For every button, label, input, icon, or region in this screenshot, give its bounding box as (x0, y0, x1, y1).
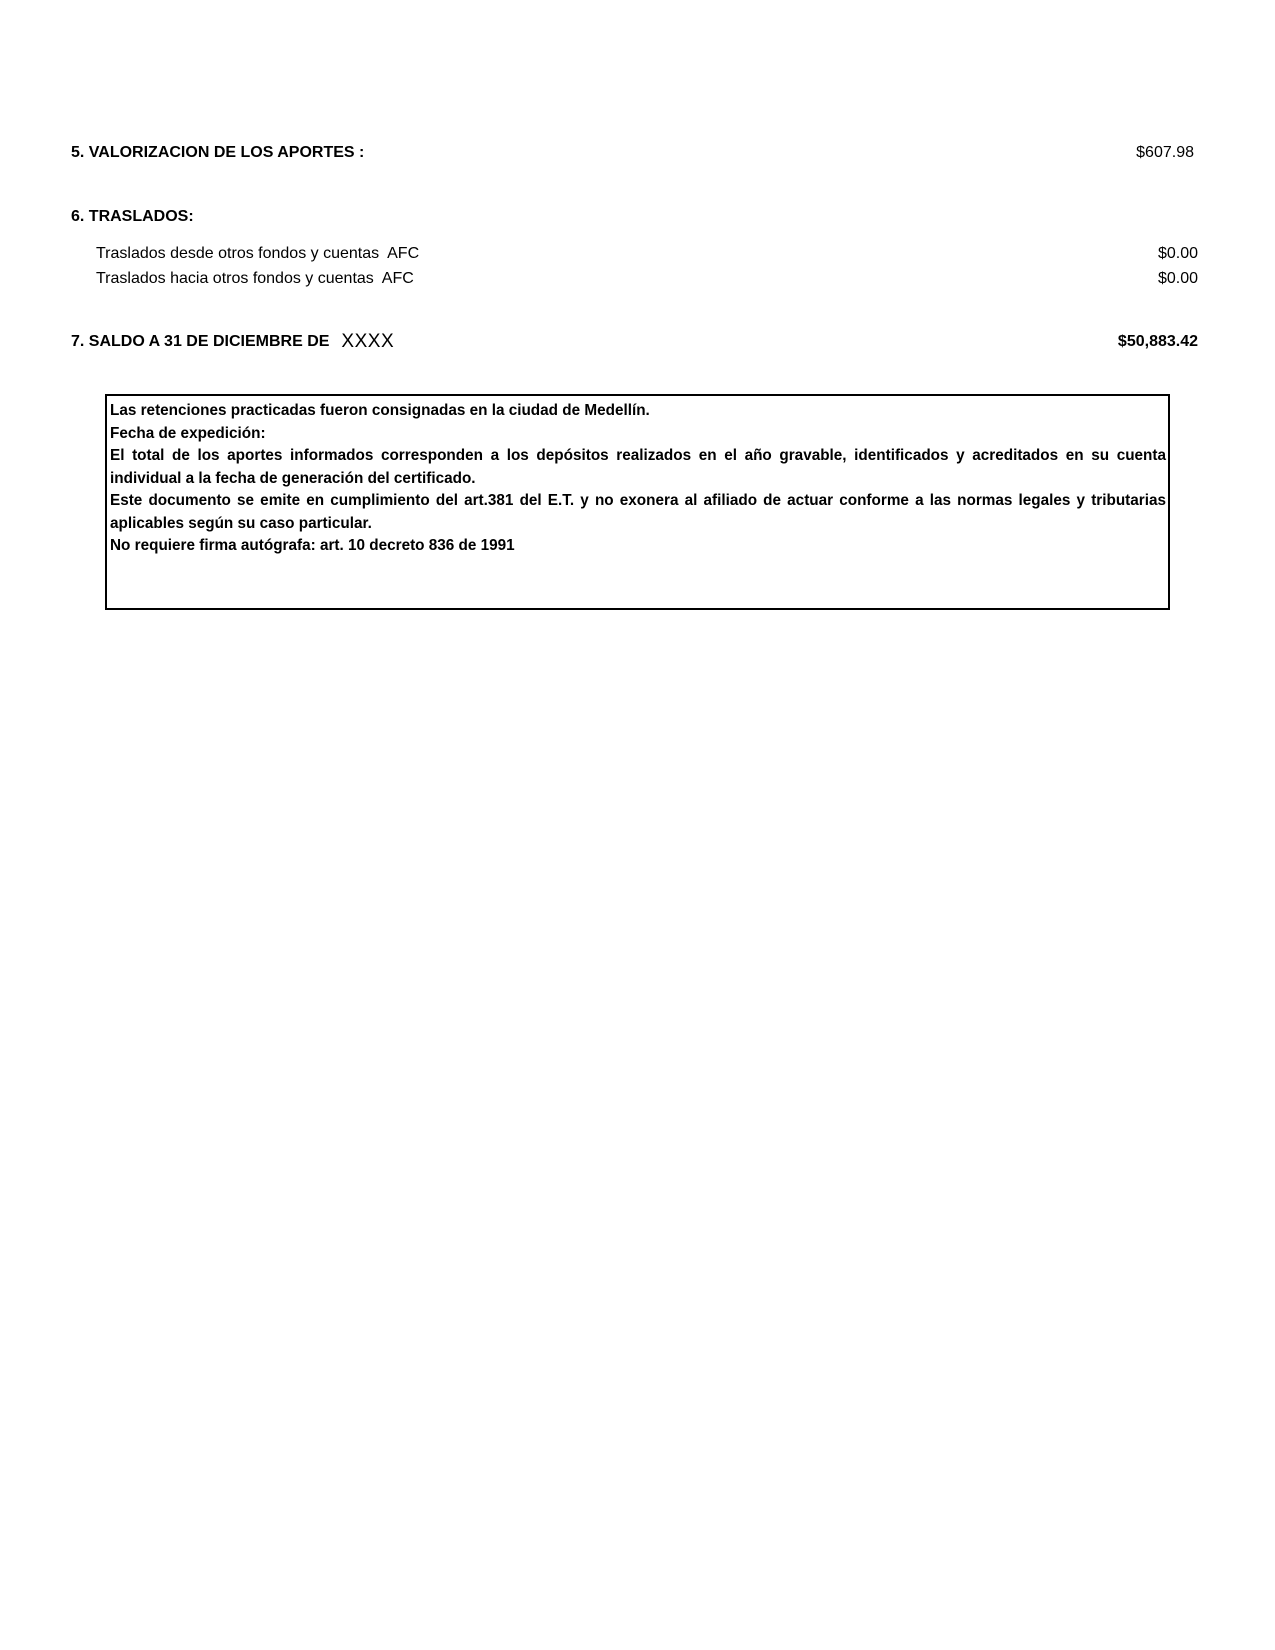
section-6-item-label: Traslados desde otros fondos y cuentas AFC (96, 245, 420, 262)
section-6-item-row (96, 242, 1198, 266)
notice-retenciones: Las retenciones practicadas fueron consignadas en la ciudad de Medellín. (110, 402, 650, 419)
section-6-item-label: Traslados hacia otros fondos y cuentas AFC (96, 270, 414, 287)
section-7-year: XXXX (341, 331, 395, 352)
notice-cumplimiento: Este documento se emite en cumplimiento del art.381 del E.T. y no exonera al afiliado de actuar conforme a las normas legales y tributarias aplicables según su caso particular. (110, 492, 1166, 532)
section-6-header-row (71, 205, 1198, 229)
section-6-item-amount: $0.00 (1157, 245, 1198, 262)
section-7-row (71, 330, 1198, 354)
section-7-title-group (71, 331, 394, 353)
section-6-title: 6. TRASLADOS: (71, 208, 194, 225)
section-6-item-row (96, 267, 1198, 291)
section-7-amount: $50,883.42 (1117, 333, 1198, 350)
section-5-amount: $607.98 (1136, 144, 1194, 161)
section-6-item-amount: $0.00 (1157, 270, 1198, 287)
notice-firma: No requiere firma autógrafa: art. 10 decreto 836 de 1991 (110, 537, 515, 554)
section-7-title: 7. SALDO A 31 DE DICIEMBRE DE (71, 333, 330, 350)
section-5-title: 5. VALORIZACION DE LOS APORTES : (71, 144, 365, 161)
notice-box (105, 394, 1170, 610)
section-5-row (71, 141, 1198, 165)
notice-fecha-expedicion: Fecha de expedición: (110, 424, 266, 442)
notice-total-aportes: El total de los aportes informados corresponden a los depósitos realizados en el año gravable, identificados y acreditados en su cuenta individual a la fecha de generación del certificado. (110, 447, 1166, 487)
